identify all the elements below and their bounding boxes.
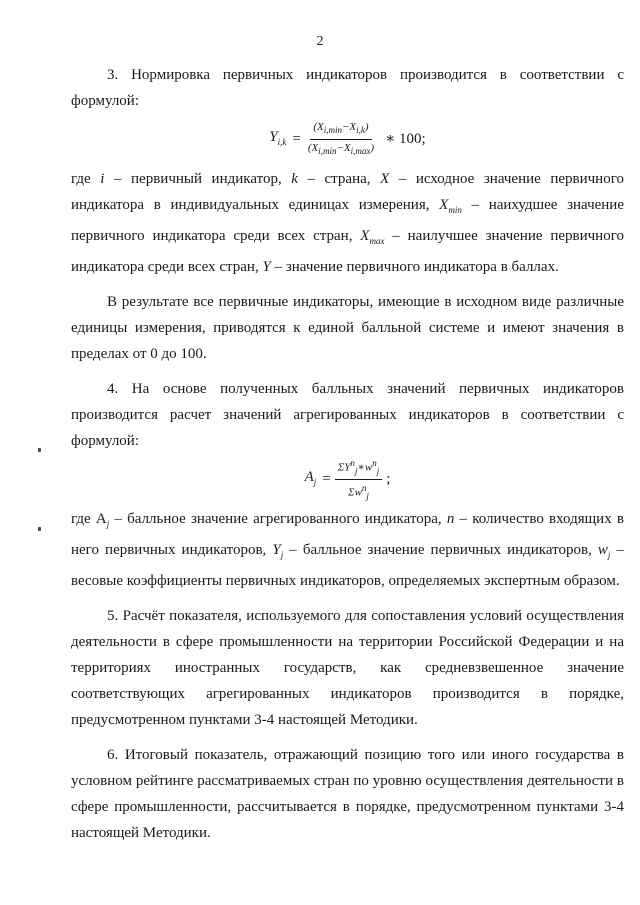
formula-denominator: $(X_{i,min}-X_{i,max})$ (307, 141, 375, 156)
scan-speck (38, 448, 41, 452)
formula-fraction (305, 120, 377, 157)
aggregation-formula (71, 456, 624, 502)
paragraph-3-definitions: где i – первичный индикатор, k – страна, X – исходное значение первичного индикатора в индивидуальных единицах измерения, $X_{min}$ – наихудшее значение первичного индикатора среди всех стран, $X_{max}$ – наилучшее значение первичного индикатора среди всех стран, Y – значение первичного индикатора в баллах. (71, 171, 624, 275)
paragraph-4-intro: 4. На основе полученных балльных значений первичных индикаторов производится расчет значений агрегированных индикаторов в соответствии с формулой: (71, 381, 624, 449)
formula-numerator: $(X_{i,min}-X_{i,k})$ (310, 120, 371, 139)
formula-fraction (335, 456, 383, 503)
paragraph-6: 6. Итоговый показатель, отражающий позицию того или иного государства в условном рейтинге рассматриваемых стран по уровню осуществления деятельности в сфере промышленности, рассчитывается в порядке, предусмотренном пунктами 3-4 настоящей Методики. (71, 747, 624, 841)
formula-terminator: ; (386, 471, 391, 487)
document-body (71, 62, 624, 846)
formula-equals: = (292, 131, 301, 147)
formula-numerator: $\Sigma Y^n_j∗w^n_j$ (335, 456, 383, 480)
formula-lhs: $Y_{i,k}$ (269, 128, 287, 147)
page-number: 2 (316, 34, 324, 49)
paragraph-4-definitions: где $A_j$ – балльное значение агрегированного индикатора, n – количество входящих в него первичных индикаторов, $Y_j$ – балльное значение первичных индикаторов, $w_j$ – весовые коэффициенты первичных индикаторов, определяемых экспертным образом. (71, 511, 624, 589)
normalization-formula (71, 116, 624, 162)
formula-equals: = (322, 471, 331, 487)
formula-denominator: $\Sigma w^n_j$ (348, 482, 369, 501)
paragraph-result: В результате все первичные индикаторы, имеющие в исходном виде различные единицы измерения, приводятся к единой балльной системе и имеют значения в пределах от 0 до 100. (71, 294, 624, 362)
paragraph-3-intro: 3. Нормировка первичных индикаторов производится в соответствии с формулой: (71, 67, 624, 109)
paragraph-5: 5. Расчёт показателя, используемого для сопоставления условий осуществления деятельности в сфере промышленности на территории Российской Федерации и на территориях иностранных государств, как средневзвешенное значение соответствующих агрегированных индикаторов производится в порядке, предусмотренном пунктами 3-4 настоящей Методики. (71, 608, 624, 728)
scan-speck (38, 527, 41, 531)
formula-lhs: $A_j$ (304, 468, 317, 487)
formula-multiplier: ∗ 100; (385, 131, 426, 147)
